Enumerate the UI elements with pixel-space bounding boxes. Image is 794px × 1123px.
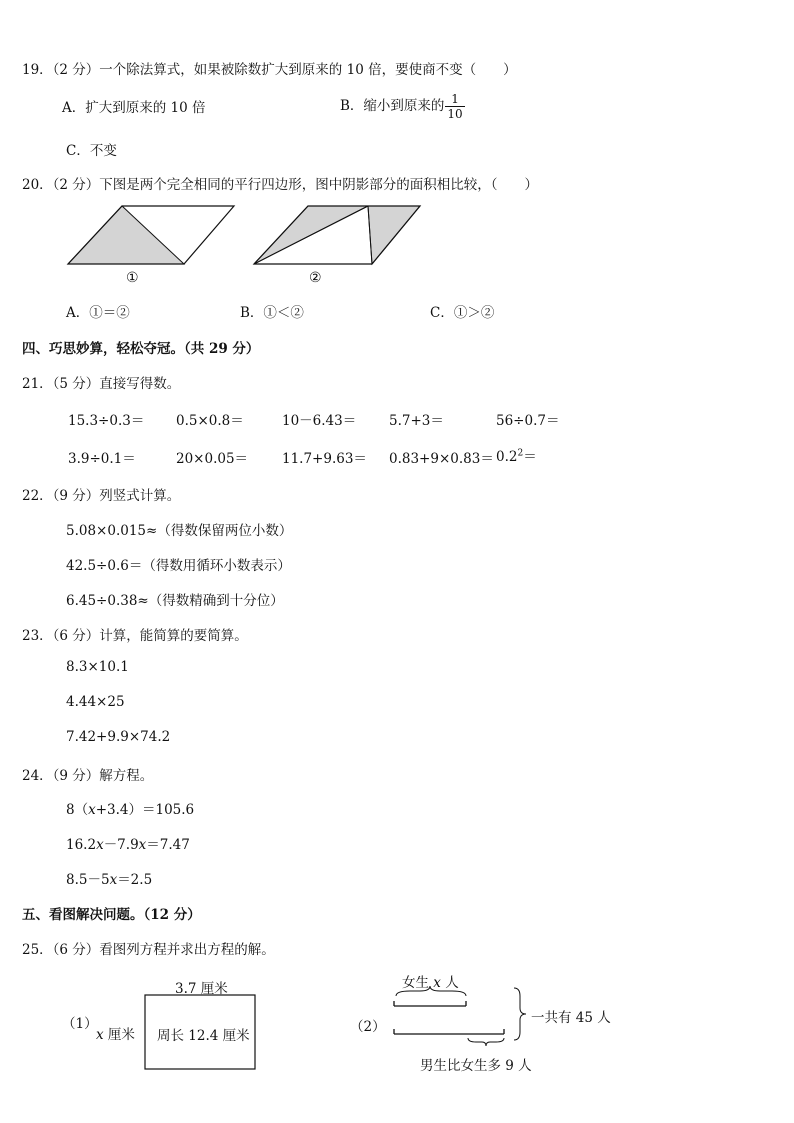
difference-brace bbox=[468, 1038, 504, 1046]
q19-stem: 19．（2 分）一个除法算式，如果被除数扩大到原来的 10 倍，要使商不变（ ） bbox=[22, 62, 517, 78]
q19-option-a[interactable]: A．扩大到原来的 10 倍 bbox=[62, 100, 206, 116]
q19-option-b-text: B．缩小到原来的 bbox=[340, 98, 445, 114]
girls-label: 女生 x 人 bbox=[402, 975, 459, 991]
rectangle-side-length: x 厘米 bbox=[96, 1027, 135, 1043]
q24-equation-1: 8（x+3.4）＝105.6 bbox=[66, 802, 195, 818]
q22-item: 42.5÷0.6＝（得数用循环小数表示） bbox=[66, 558, 291, 574]
q23-stem: 23．（6 分）计算，能简算的要简算。 bbox=[22, 628, 248, 644]
q20-option-b[interactable]: B．①＜② bbox=[240, 305, 304, 321]
q21-item: 3.9÷0.1＝ bbox=[68, 451, 136, 467]
q20-option-a[interactable]: A．①＝② bbox=[66, 305, 130, 321]
parallelogram-figures bbox=[60, 200, 440, 272]
girls-brace bbox=[396, 986, 466, 996]
total-label: 一共有 45 人 bbox=[531, 1010, 611, 1026]
figure-1-label: ① bbox=[126, 270, 139, 286]
q24-stem: 24．（9 分）解方程。 bbox=[22, 768, 154, 784]
q21-item: 0.5×0.8＝ bbox=[176, 413, 244, 429]
q21-item: 5.7+3＝ bbox=[389, 413, 444, 429]
q22-stem: 22．（9 分）列竖式计算。 bbox=[22, 488, 181, 504]
rectangle-perimeter-label: 周长 12.4 厘米 bbox=[157, 1028, 250, 1044]
figure-2-label: ② bbox=[309, 270, 322, 286]
q25-part1-label: （1） bbox=[62, 1016, 98, 1032]
q21-item: 20×0.05＝ bbox=[176, 451, 249, 467]
q20-option-c[interactable]: C．①＞② bbox=[430, 305, 495, 321]
figure-2 bbox=[254, 206, 420, 264]
q23-item: 4.44×25 bbox=[66, 694, 125, 710]
figure-1 bbox=[68, 206, 234, 264]
section-5-heading: 五、看图解决问题。（12 分） bbox=[22, 907, 201, 923]
q23-item: 7.42+9.9×74.2 bbox=[66, 729, 171, 745]
segment-diagram bbox=[390, 984, 540, 1050]
difference-label: 男生比女生多 9 人 bbox=[420, 1058, 532, 1074]
q21-stem: 21．（5 分）直接写得数。 bbox=[22, 376, 181, 392]
q21-item: 15.3÷0.3＝ bbox=[68, 413, 145, 429]
q19-option-b[interactable] bbox=[340, 92, 465, 121]
q22-item: 5.08×0.015≈（得数保留两位小数） bbox=[66, 523, 293, 539]
q21-item: 0.83+9×0.83＝ bbox=[389, 451, 494, 467]
q21-item-power: $0.2^2=$ bbox=[496, 448, 537, 465]
q24-equation-3: 8.5－5x＝2.5 bbox=[66, 872, 153, 888]
q25-stem: 25．（6 分）看图列方程并求出方程的解。 bbox=[22, 942, 275, 958]
total-brace bbox=[514, 988, 526, 1040]
q24-equation-2: 16.2x－7.9x＝7.47 bbox=[66, 837, 190, 853]
q20-stem: 20．（2 分）下图是两个完全相同的平行四边形，图中阴影部分的面积相比较，（ ） bbox=[22, 177, 539, 193]
section-4-heading: 四、巧思妙算，轻松夺冠。（共 29 分） bbox=[22, 341, 260, 357]
fraction: $\frac{1}{10}$ bbox=[447, 92, 463, 121]
q21-item: 11.7+9.63＝ bbox=[282, 451, 367, 467]
rectangle-top-length: 3.7 厘米 bbox=[175, 981, 228, 997]
q21-item: 56÷0.7＝ bbox=[496, 413, 560, 429]
q23-item: 8.3×10.1 bbox=[66, 659, 129, 675]
q25-part2-label: （2） bbox=[350, 1019, 386, 1035]
q19-option-c[interactable]: C．不变 bbox=[66, 143, 117, 159]
q21-item: 10－6.43＝ bbox=[282, 413, 357, 429]
q22-item: 6.45÷0.38≈（得数精确到十分位） bbox=[66, 593, 284, 609]
